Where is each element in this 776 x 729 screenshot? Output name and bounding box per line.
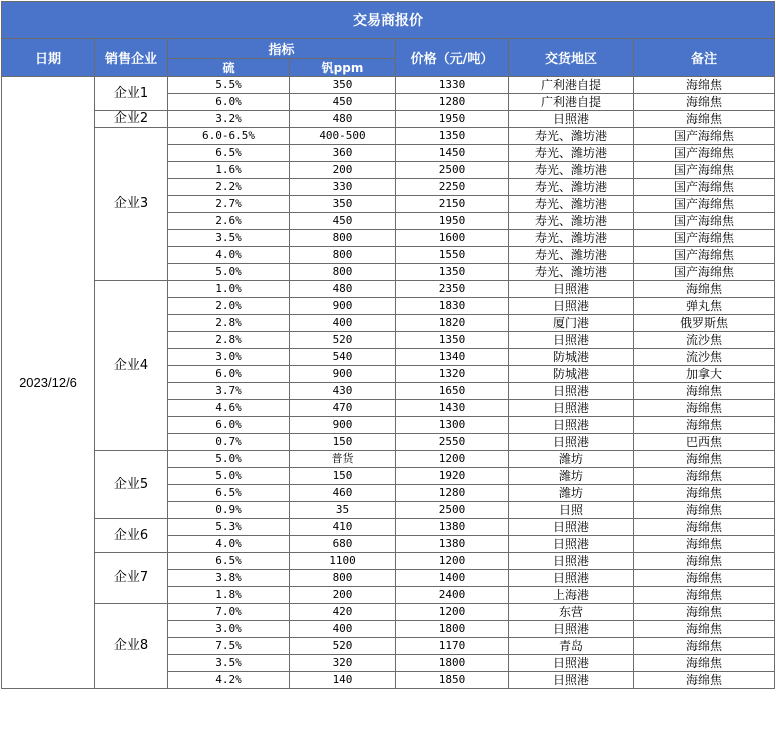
vanadium-cell: 540: [290, 349, 396, 366]
price-cell: 1350: [396, 332, 509, 349]
table-row: [2, 111, 775, 128]
delivery-cell: 日照港: [509, 621, 634, 638]
delivery-cell: 潍坊: [509, 468, 634, 485]
vanadium-cell: 450: [290, 213, 396, 230]
sulfur-cell: 4.2%: [168, 672, 290, 689]
delivery-cell: 日照港: [509, 400, 634, 417]
vanadium-cell: 450: [290, 94, 396, 111]
sulfur-cell: 1.8%: [168, 587, 290, 604]
sulfur-cell: 2.8%: [168, 332, 290, 349]
delivery-cell: 防城港: [509, 366, 634, 383]
delivery-cell: 日照港: [509, 434, 634, 451]
vanadium-cell: 普货: [290, 451, 396, 468]
header-price: 价格（元/吨）: [396, 39, 509, 77]
delivery-cell: 青岛: [509, 638, 634, 655]
price-cell: 1600: [396, 230, 509, 247]
delivery-cell: 寿光、潍坊港: [509, 179, 634, 196]
price-cell: 1380: [396, 519, 509, 536]
sulfur-cell: 6.0%: [168, 94, 290, 111]
delivery-cell: 厦门港: [509, 315, 634, 332]
company-name: 企业8: [95, 604, 168, 689]
table-title: 交易商报价: [2, 2, 775, 39]
note-cell: 国产海绵焦: [634, 179, 775, 196]
vanadium-cell: 350: [290, 196, 396, 213]
company-name: 企业3: [95, 128, 168, 281]
note-cell: 流沙焦: [634, 349, 775, 366]
sulfur-cell: 0.9%: [168, 502, 290, 519]
note-cell: 国产海绵焦: [634, 196, 775, 213]
note-cell: 海绵焦: [634, 383, 775, 400]
table-row: [2, 519, 775, 536]
sulfur-cell: 3.0%: [168, 349, 290, 366]
note-cell: 海绵焦: [634, 519, 775, 536]
vanadium-cell: 420: [290, 604, 396, 621]
price-cell: 2150: [396, 196, 509, 213]
sulfur-cell: 6.5%: [168, 553, 290, 570]
note-cell: 海绵焦: [634, 94, 775, 111]
note-cell: 巴西焦: [634, 434, 775, 451]
price-cell: 1800: [396, 621, 509, 638]
vanadium-cell: 680: [290, 536, 396, 553]
vanadium-cell: 1100: [290, 553, 396, 570]
note-cell: 国产海绵焦: [634, 128, 775, 145]
vanadium-cell: 330: [290, 179, 396, 196]
note-cell: 海绵焦: [634, 468, 775, 485]
vanadium-cell: 800: [290, 570, 396, 587]
company-name: 企业7: [95, 553, 168, 604]
header-vanadium: 钒ppm: [290, 59, 396, 77]
price-cell: 2400: [396, 587, 509, 604]
sulfur-cell: 2.8%: [168, 315, 290, 332]
sulfur-cell: 3.0%: [168, 621, 290, 638]
sulfur-cell: 5.0%: [168, 468, 290, 485]
note-cell: 海绵焦: [634, 570, 775, 587]
sulfur-cell: 6.0-6.5%: [168, 128, 290, 145]
sulfur-cell: 6.5%: [168, 485, 290, 502]
note-cell: 海绵焦: [634, 587, 775, 604]
price-cell: 1920: [396, 468, 509, 485]
company-name: 企业6: [95, 519, 168, 553]
price-cell: 1380: [396, 536, 509, 553]
header-delivery: 交货地区: [509, 39, 634, 77]
delivery-cell: 防城港: [509, 349, 634, 366]
note-cell: 海绵焦: [634, 536, 775, 553]
sulfur-cell: 3.2%: [168, 111, 290, 128]
delivery-cell: 日照港: [509, 570, 634, 587]
price-cell: 1650: [396, 383, 509, 400]
price-cell: 1200: [396, 451, 509, 468]
sulfur-cell: 5.0%: [168, 264, 290, 281]
sulfur-cell: 5.5%: [168, 77, 290, 94]
header-sulfur: 硫: [168, 59, 290, 77]
vanadium-cell: 430: [290, 383, 396, 400]
note-cell: 海绵焦: [634, 502, 775, 519]
delivery-cell: 日照港: [509, 553, 634, 570]
vanadium-cell: 200: [290, 587, 396, 604]
note-cell: 海绵焦: [634, 553, 775, 570]
delivery-cell: 东营: [509, 604, 634, 621]
note-cell: 海绵焦: [634, 111, 775, 128]
price-cell: 1850: [396, 672, 509, 689]
note-cell: 弹丸焦: [634, 298, 775, 315]
sulfur-cell: 1.0%: [168, 281, 290, 298]
note-cell: 海绵焦: [634, 77, 775, 94]
delivery-cell: 日照: [509, 502, 634, 519]
note-cell: 加拿大: [634, 366, 775, 383]
sulfur-cell: 2.6%: [168, 213, 290, 230]
sulfur-cell: 4.6%: [168, 400, 290, 417]
sulfur-cell: 5.3%: [168, 519, 290, 536]
price-cell: 1350: [396, 264, 509, 281]
delivery-cell: 寿光、潍坊港: [509, 162, 634, 179]
delivery-cell: 日照港: [509, 332, 634, 349]
company-name: 企业1: [95, 77, 168, 111]
quote-table: [1, 1, 775, 689]
vanadium-cell: 200: [290, 162, 396, 179]
note-cell: 海绵焦: [634, 451, 775, 468]
price-cell: 1280: [396, 94, 509, 111]
delivery-cell: 日照港: [509, 417, 634, 434]
vanadium-cell: 480: [290, 111, 396, 128]
delivery-cell: 日照港: [509, 281, 634, 298]
vanadium-cell: 520: [290, 332, 396, 349]
sulfur-cell: 3.7%: [168, 383, 290, 400]
delivery-cell: 寿光、潍坊港: [509, 213, 634, 230]
table-row: [2, 553, 775, 570]
price-cell: 1450: [396, 145, 509, 162]
delivery-cell: 日照港: [509, 672, 634, 689]
note-cell: 国产海绵焦: [634, 247, 775, 264]
sulfur-cell: 2.2%: [168, 179, 290, 196]
delivery-cell: 寿光、潍坊港: [509, 247, 634, 264]
vanadium-cell: 140: [290, 672, 396, 689]
vanadium-cell: 150: [290, 434, 396, 451]
delivery-cell: 日照港: [509, 536, 634, 553]
note-cell: 海绵焦: [634, 281, 775, 298]
company-name: 企业4: [95, 281, 168, 451]
price-cell: 1280: [396, 485, 509, 502]
delivery-cell: 寿光、潍坊港: [509, 196, 634, 213]
note-cell: 国产海绵焦: [634, 213, 775, 230]
sulfur-cell: 2.0%: [168, 298, 290, 315]
price-cell: 2550: [396, 434, 509, 451]
price-cell: 2500: [396, 502, 509, 519]
vanadium-cell: 480: [290, 281, 396, 298]
note-cell: 海绵焦: [634, 417, 775, 434]
price-cell: 1170: [396, 638, 509, 655]
price-cell: 1950: [396, 111, 509, 128]
delivery-cell: 潍坊: [509, 451, 634, 468]
delivery-cell: 寿光、潍坊港: [509, 145, 634, 162]
price-cell: 1430: [396, 400, 509, 417]
vanadium-cell: 400: [290, 621, 396, 638]
header-date: 日期: [2, 39, 95, 77]
note-cell: 国产海绵焦: [634, 264, 775, 281]
sulfur-cell: 3.5%: [168, 655, 290, 672]
table-body: [2, 77, 775, 689]
delivery-cell: 广利港自提: [509, 94, 634, 111]
delivery-cell: 寿光、潍坊港: [509, 230, 634, 247]
table-row: [2, 77, 775, 94]
delivery-cell: 潍坊: [509, 485, 634, 502]
sulfur-cell: 4.0%: [168, 536, 290, 553]
vanadium-cell: 900: [290, 298, 396, 315]
price-cell: 2500: [396, 162, 509, 179]
sulfur-cell: 6.0%: [168, 366, 290, 383]
delivery-cell: 日照港: [509, 298, 634, 315]
price-cell: 1950: [396, 213, 509, 230]
sulfur-cell: 4.0%: [168, 247, 290, 264]
vanadium-cell: 400: [290, 315, 396, 332]
vanadium-cell: 800: [290, 247, 396, 264]
note-cell: 流沙焦: [634, 332, 775, 349]
note-cell: 海绵焦: [634, 621, 775, 638]
note-cell: 海绵焦: [634, 604, 775, 621]
date-cell: 2023/12/6: [2, 77, 95, 689]
delivery-cell: 寿光、潍坊港: [509, 128, 634, 145]
delivery-cell: 日照港: [509, 519, 634, 536]
sulfur-cell: 0.7%: [168, 434, 290, 451]
delivery-cell: 日照港: [509, 383, 634, 400]
vanadium-cell: 800: [290, 230, 396, 247]
company-name: 企业2: [95, 111, 168, 128]
note-cell: 俄罗斯焦: [634, 315, 775, 332]
vanadium-cell: 35: [290, 502, 396, 519]
price-cell: 1200: [396, 604, 509, 621]
vanadium-cell: 800: [290, 264, 396, 281]
header-seller: 销售企业: [95, 39, 168, 77]
delivery-cell: 广利港自提: [509, 77, 634, 94]
price-cell: 1200: [396, 553, 509, 570]
sulfur-cell: 7.0%: [168, 604, 290, 621]
vanadium-cell: 520: [290, 638, 396, 655]
sulfur-cell: 7.5%: [168, 638, 290, 655]
note-cell: 海绵焦: [634, 672, 775, 689]
header-indicator: 指标: [168, 39, 396, 59]
note-cell: 海绵焦: [634, 485, 775, 502]
price-cell: 1400: [396, 570, 509, 587]
price-cell: 2250: [396, 179, 509, 196]
note-cell: 海绵焦: [634, 638, 775, 655]
delivery-cell: 寿光、潍坊港: [509, 264, 634, 281]
price-cell: 1300: [396, 417, 509, 434]
price-cell: 1330: [396, 77, 509, 94]
sulfur-cell: 3.8%: [168, 570, 290, 587]
vanadium-cell: 360: [290, 145, 396, 162]
sulfur-cell: 6.0%: [168, 417, 290, 434]
price-cell: 1800: [396, 655, 509, 672]
price-cell: 1350: [396, 128, 509, 145]
header-note: 备注: [634, 39, 775, 77]
vanadium-cell: 320: [290, 655, 396, 672]
note-cell: 国产海绵焦: [634, 230, 775, 247]
sulfur-cell: 2.7%: [168, 196, 290, 213]
note-cell: 海绵焦: [634, 400, 775, 417]
sulfur-cell: 1.6%: [168, 162, 290, 179]
table-row: [2, 281, 775, 298]
vanadium-cell: 900: [290, 366, 396, 383]
price-cell: 2350: [396, 281, 509, 298]
price-cell: 1340: [396, 349, 509, 366]
vanadium-cell: 460: [290, 485, 396, 502]
vanadium-cell: 400-500: [290, 128, 396, 145]
table-row: [2, 451, 775, 468]
note-cell: 海绵焦: [634, 655, 775, 672]
note-cell: 国产海绵焦: [634, 145, 775, 162]
price-cell: 1320: [396, 366, 509, 383]
vanadium-cell: 350: [290, 77, 396, 94]
sulfur-cell: 5.0%: [168, 451, 290, 468]
price-cell: 1820: [396, 315, 509, 332]
delivery-cell: 日照港: [509, 111, 634, 128]
sulfur-cell: 6.5%: [168, 145, 290, 162]
table-row: [2, 604, 775, 621]
vanadium-cell: 410: [290, 519, 396, 536]
vanadium-cell: 900: [290, 417, 396, 434]
sulfur-cell: 3.5%: [168, 230, 290, 247]
note-cell: 国产海绵焦: [634, 162, 775, 179]
company-name: 企业5: [95, 451, 168, 519]
delivery-cell: 日照港: [509, 655, 634, 672]
vanadium-cell: 150: [290, 468, 396, 485]
table-row: [2, 128, 775, 145]
vanadium-cell: 470: [290, 400, 396, 417]
price-cell: 1550: [396, 247, 509, 264]
delivery-cell: 上海港: [509, 587, 634, 604]
price-cell: 1830: [396, 298, 509, 315]
